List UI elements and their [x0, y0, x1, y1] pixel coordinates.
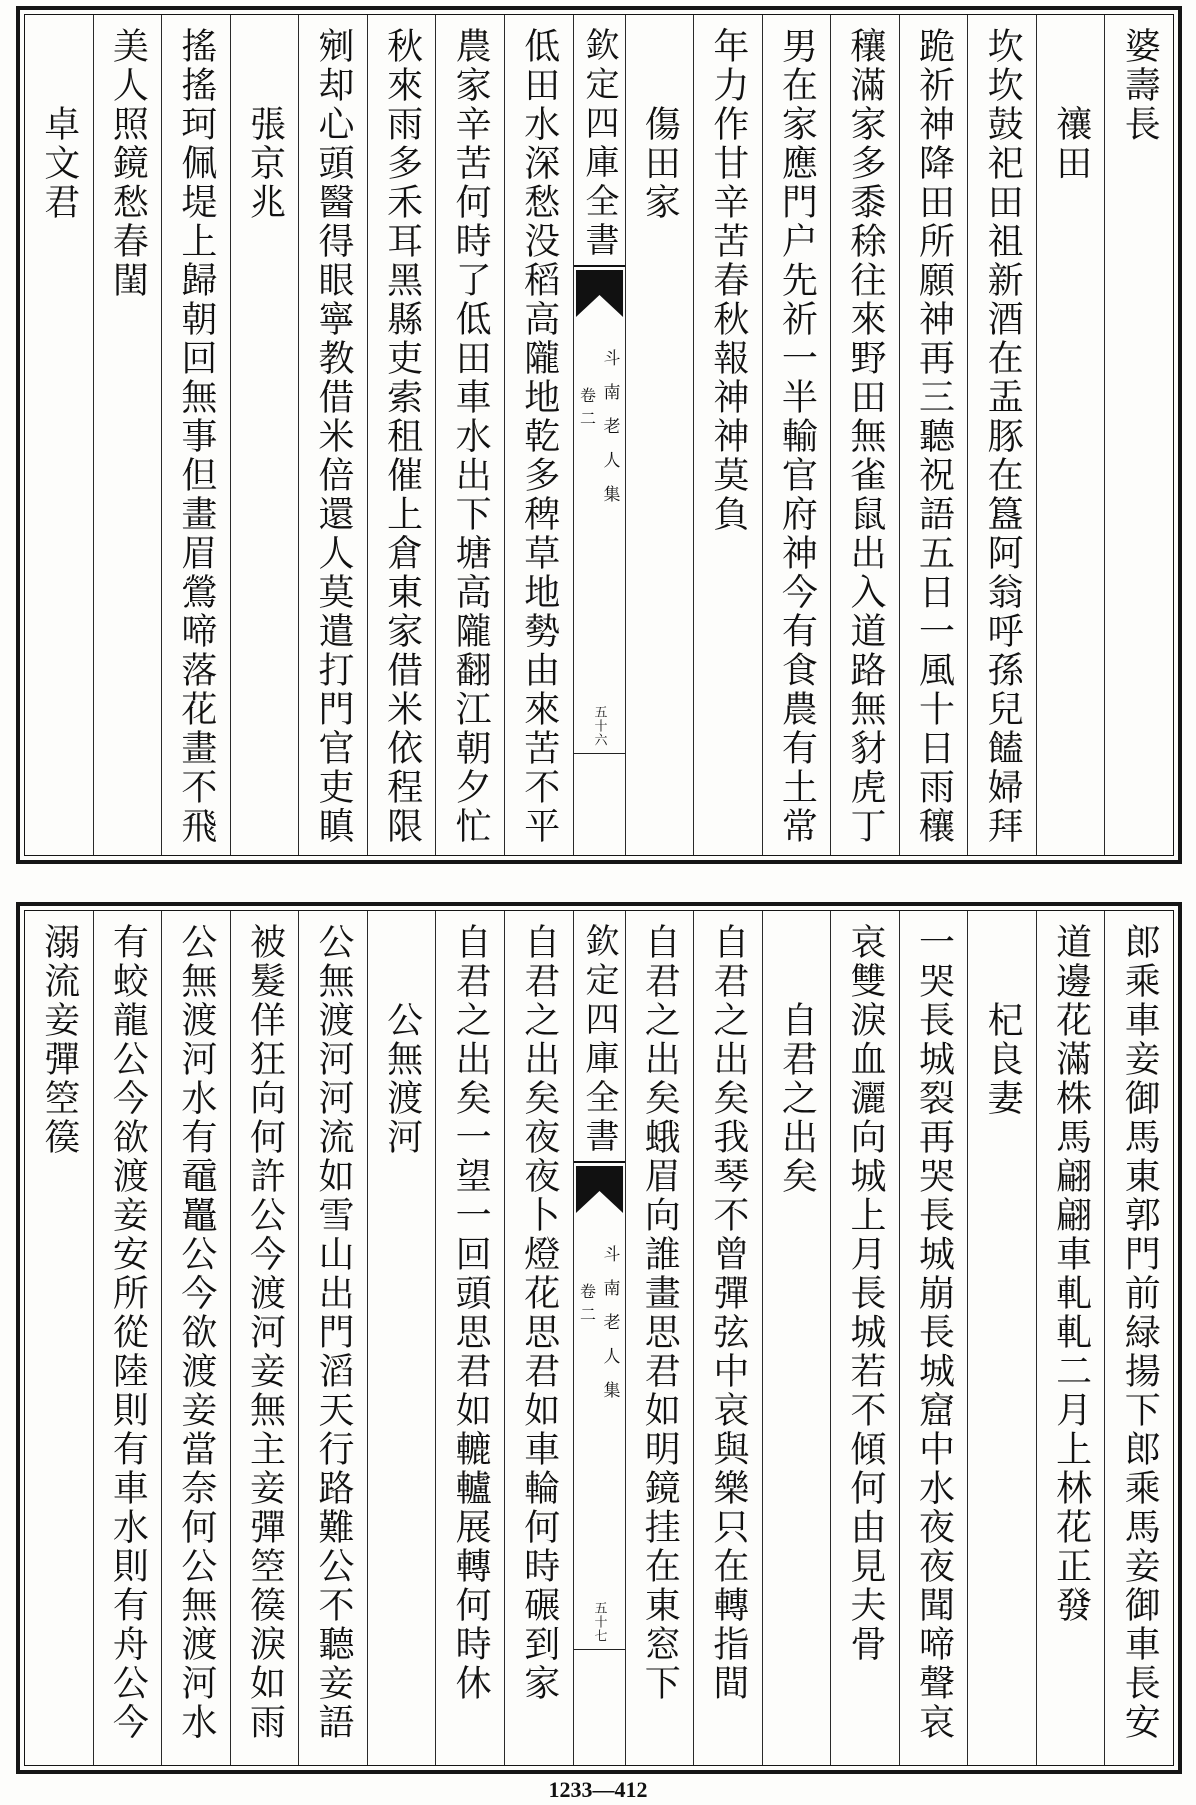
column-text: 美人照鏡愁春閨	[107, 27, 149, 300]
book-title	[574, 923, 625, 1157]
column-text: 被髮佯狂向何許公今渡河妾無主妾彈箜篌淚如雨	[244, 923, 286, 1742]
column-text: 男在家應門户先祈一半輸官府神今有食農有土常	[776, 27, 818, 846]
poem-title	[25, 15, 93, 855]
text-column	[1104, 911, 1173, 1765]
text-column	[762, 15, 831, 855]
text-column	[830, 15, 899, 855]
text-column	[298, 911, 367, 1765]
column-text: 自君之出矣我琴不曾彈弦中哀與樂只在轉指間	[707, 923, 749, 1703]
fishtail-mark	[574, 1161, 625, 1217]
page-number-text: 五十六	[591, 705, 607, 747]
text-column	[435, 15, 504, 855]
text-column	[899, 15, 968, 855]
text-column	[93, 911, 162, 1765]
page-number-rule	[574, 1649, 625, 1650]
book-title-text: 欽定四庫全書	[579, 27, 619, 261]
poem-title	[625, 15, 694, 855]
text-column	[298, 15, 367, 855]
volume-number: 卷二	[577, 387, 597, 433]
column-text: 農家辛苦何時了低田車水出下塘高隴翻江朝夕忙	[450, 27, 492, 846]
poem-title-text: 張京兆	[244, 105, 286, 222]
poem-title	[762, 911, 831, 1765]
column-text: 公無渡河水有黿鼉公今欲渡妾當奈何公無渡河水	[175, 923, 217, 1742]
text-column	[367, 15, 436, 855]
book-title-text: 欽定四庫全書	[579, 923, 619, 1157]
column-text: 自君之出矣夜夜卜燈花思君如車輪何時碾到家	[518, 923, 560, 1703]
center-fold-column	[573, 911, 625, 1765]
collection-title: 斗南老人集	[599, 1245, 620, 1415]
text-column	[693, 15, 762, 855]
column-text: 一哭長城裂再哭長城崩長城窟中水夜夜聞啼聲哀	[913, 923, 955, 1742]
column-text: 低田水深愁没稻高隴地乾多稗草地勢由來苦不平	[518, 27, 560, 846]
text-column	[1036, 911, 1105, 1765]
lower-leaf	[16, 902, 1182, 1774]
page-number	[574, 705, 625, 747]
text-column	[1104, 15, 1173, 855]
poem-title-text: 傷田家	[639, 105, 681, 222]
text-column	[504, 911, 573, 1765]
page-number-rule	[574, 753, 625, 754]
poem-title	[1036, 15, 1105, 855]
poem-title	[367, 911, 436, 1765]
poem-title	[230, 15, 299, 855]
text-column	[504, 15, 573, 855]
upper-leaf	[16, 6, 1182, 864]
column-text: 穰滿家多黍稌往來野田無雀鼠出入道路無豺虎丁	[844, 27, 886, 846]
center-fold-column	[573, 15, 625, 855]
column-text: 自君之出矣蛾眉向誰畫思君如明鏡挂在東窓下	[639, 923, 681, 1703]
page-number-text: 五十七	[591, 1601, 607, 1643]
upper-leaf-frame	[24, 14, 1174, 856]
column-text: 有蛟龍公今欲渡妾安所從陸則有車水則有舟公今	[107, 923, 149, 1742]
fishtail-mark	[574, 265, 625, 321]
lower-leaf-frame	[24, 910, 1174, 1766]
column-text: 溺流妾彈箜篌	[38, 923, 80, 1157]
column-text: 秋來雨多禾耳黑縣吏索租催上倉東家借米依程限	[381, 27, 423, 846]
poem-title-text: 卓文君	[38, 105, 80, 222]
column-text: 年力作甘辛苦春秋報神神莫負	[707, 27, 749, 534]
column-text: 道邊花滿株馬翩翩車軋軋二月上林花正發	[1050, 923, 1092, 1625]
page-label: 1233—412	[548, 1777, 648, 1802]
text-column	[435, 911, 504, 1765]
text-column	[25, 911, 93, 1765]
text-column	[967, 15, 1036, 855]
column-text: 剜却心頭醫得眼寧教借米倍還人莫遣打門官吏瞋	[313, 27, 355, 846]
column-text: 自君之出矣一望一回頭思君如轆轤展轉何時休	[450, 923, 492, 1703]
poem-title-text: 自君之出矣	[776, 1001, 818, 1196]
column-text: 哀雙淚血灑向城上月長城若不傾何由見夫骨	[844, 923, 886, 1664]
text-column	[830, 911, 899, 1765]
page-number	[574, 1601, 625, 1643]
poem-title-text: 公無渡河	[381, 1001, 423, 1157]
text-column	[693, 911, 762, 1765]
column-text: 搖搖珂佩堤上歸朝回無事但畫眉鶯啼落花畫不飛	[175, 27, 217, 846]
poem-title-text: 杞良妻	[982, 1001, 1024, 1118]
text-column	[625, 911, 694, 1765]
book-title	[574, 27, 625, 261]
column-text: 跪祈神降田所願神再三聽祝語五日一風十日雨穰	[913, 27, 955, 846]
column-text: 婆壽長	[1119, 27, 1161, 144]
column-text: 坎坎鼓祀田祖新酒在盂豚在簋阿翁呼孫兒饁婦拜	[982, 27, 1024, 846]
text-column	[161, 15, 230, 855]
poem-title	[967, 911, 1036, 1765]
text-column	[230, 911, 299, 1765]
text-column	[93, 15, 162, 855]
text-column	[161, 911, 230, 1765]
text-column	[899, 911, 968, 1765]
volume-number: 卷二	[577, 1283, 597, 1329]
collection-title: 斗南老人集	[599, 349, 620, 519]
poem-title-text: 禳田	[1050, 105, 1092, 183]
column-text: 公無渡河河流如雪山出門滔天行路難公不聽妾語	[313, 923, 355, 1742]
column-text: 郎乘車妾御馬東郭門前緑揚下郎乘馬妾御車長安	[1119, 923, 1161, 1742]
